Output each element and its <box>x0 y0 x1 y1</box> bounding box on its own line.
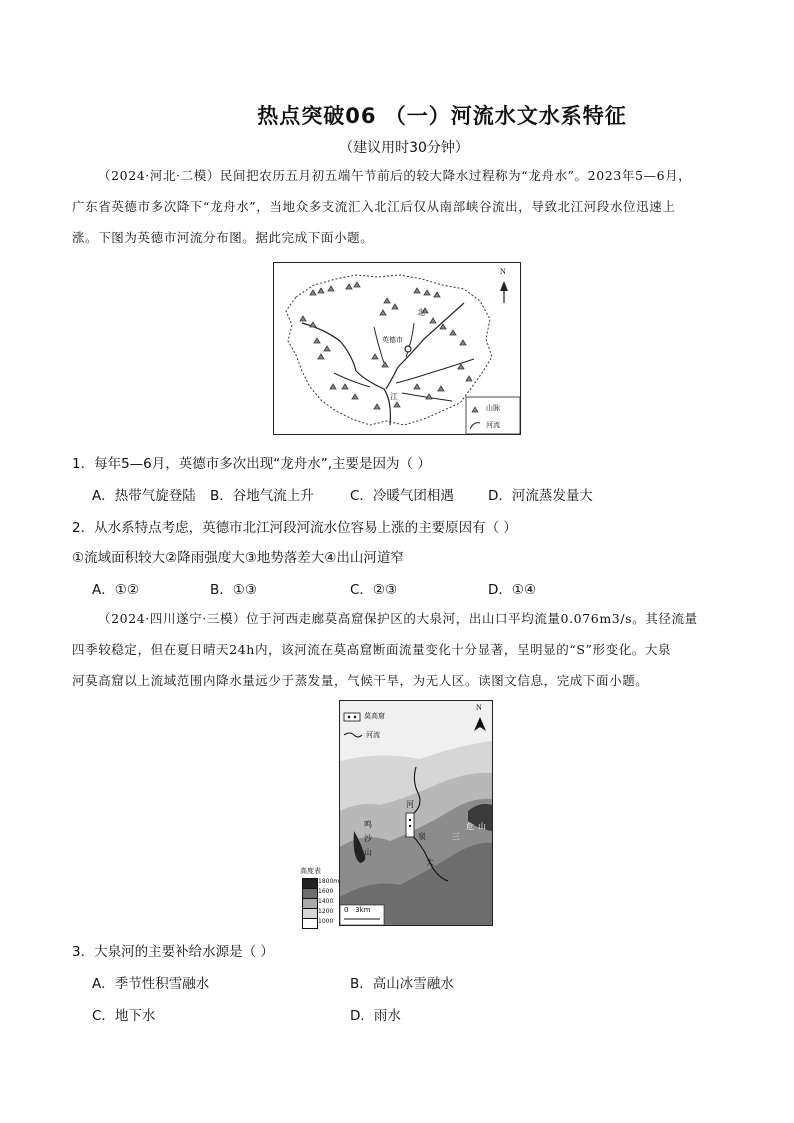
passage-2 <box>72 603 722 696</box>
q1-option-c[interactable]: C．冷暖气团相遇 <box>350 488 454 504</box>
map2-legend-caves: 莫高窟 <box>364 712 385 720</box>
passage-1-line-3: 涨。下图为英德市河流分布图。据此完成下面小题。 <box>72 230 374 245</box>
map2-north-label: N <box>476 703 482 712</box>
map1-north-label: N <box>500 267 506 276</box>
q1-option-d[interactable]: D．河流蒸发量大 <box>488 488 593 504</box>
map2-label-da: 大 <box>426 858 434 867</box>
elevation-level-1400: 1400 <box>318 898 334 905</box>
map2-scale-label: 0 3km <box>344 906 371 914</box>
map2-label-san: 三 <box>452 832 460 841</box>
elevation-level-1600: 1600 <box>318 888 334 895</box>
elevation-level-1800: 1800m <box>318 878 340 885</box>
elevation-key <box>300 866 342 930</box>
q3-option-c[interactable]: C．地下水 <box>92 1008 156 1024</box>
elevation-level-1000: 1000 <box>318 918 334 925</box>
q3-option-b[interactable]: B．高山冰雪融水 <box>350 976 454 992</box>
map2-label-he: 河 <box>406 800 414 809</box>
map2-legend-river: 河流 <box>366 731 380 739</box>
passage-2-line-3: 河莫高窟以上流域范围内降水量远少于蒸发量，气候干旱，为无人区。读图文信息，完成下面小题。 <box>72 673 649 688</box>
map2-label-mountain: 山 <box>478 822 486 831</box>
map-yingde-svg <box>274 263 520 434</box>
passage-1 <box>72 160 722 253</box>
question-2-statements: ①流域面积较大②降雨强度大③地势落差大④出山河道窄 <box>72 550 404 566</box>
map1-river-char-river: 江 <box>390 392 398 401</box>
map-daquan-svg <box>340 701 492 925</box>
passage-2-line-1: （2024·四川遂宁·三模）位于河西走廊莫高窟保护区的大泉河，出山口平均流量0.076m3/s。其径流量 <box>98 611 698 626</box>
q1-option-b[interactable]: B．谷地气流上升 <box>210 488 314 504</box>
q3-option-d[interactable]: D．雨水 <box>350 1008 401 1024</box>
map2-label-sha: 沙 <box>364 834 372 843</box>
map1-legend-mountain: 山脉 <box>486 404 500 412</box>
q2-option-c[interactable]: C．②③ <box>350 582 398 598</box>
map2-label-ming: 鸣 <box>364 820 372 829</box>
map2-label-shan: 山 <box>364 848 372 857</box>
yingde-city-marker <box>405 346 411 352</box>
north-arrow-icon <box>500 281 508 303</box>
q2-option-b[interactable]: B．①③ <box>210 582 257 598</box>
q3-option-a[interactable]: A．季节性积雪融水 <box>92 976 210 992</box>
elevation-key-title: 高度表 <box>300 867 321 875</box>
page-subtitle: （建议用时30分钟） <box>339 140 469 156</box>
passage-1-line-2: 广东省英德市多次降下“龙舟水”，当地众多支流汇入北江后仅从南部峡谷流出，导致北江河段水位迅速上 <box>72 199 676 214</box>
q2-option-d[interactable]: D．①④ <box>488 582 537 598</box>
map-yingde-rivers <box>273 262 521 435</box>
map1-legend-river: 河流 <box>486 421 500 429</box>
q2-option-a[interactable]: A．①② <box>92 582 139 598</box>
passage-1-line-1: （2024·河北·二模）民间把农历五月初五端午节前后的较大降水过程称为“龙舟水”。2023年5—6月， <box>98 168 692 183</box>
passage-2-line-2: 四季较稳定，但在夏日晴天24h内，该河流在莫高窟断面流量变化十分显著，呈明显的“S”形变化。大泉 <box>72 642 672 657</box>
mountain-symbols <box>300 282 472 409</box>
q1-option-a[interactable]: A．热带气旋登陆 <box>92 488 196 504</box>
elevation-level-1200: 1200 <box>318 908 334 915</box>
map-daquan-river <box>339 700 493 926</box>
map2-label-wei: 危 <box>466 822 474 831</box>
map1-city-label: 英德市 <box>382 336 403 344</box>
elevation-swatch-1000 <box>302 918 318 929</box>
map1-river-char-north: 北 <box>417 308 425 317</box>
question-2-stem: 2．从水系特点考虑，英德市北江河段河流水位容易上涨的主要原因有（ ） <box>72 520 517 536</box>
page-title: 热点突破06 （一）河流水文水系特征 <box>257 104 627 128</box>
question-3-stem: 3．大泉河的主要补给水源是（ ） <box>72 944 274 960</box>
question-1-stem: 1．每年5—6月，英德市多次出现“龙舟水”,主要是因为（ ） <box>72 456 431 472</box>
map2-label-quan: 泉 <box>418 832 426 841</box>
